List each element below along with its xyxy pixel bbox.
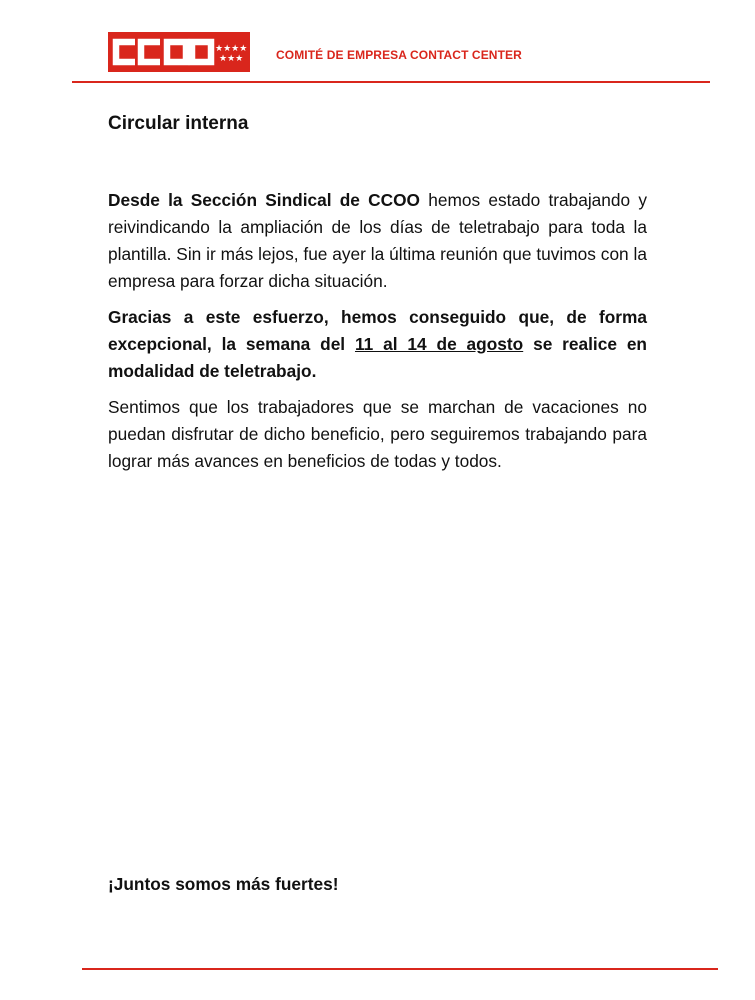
paragraph-1-rest: hemos estado trabajando y reivindicando la ampliación de los días de teletrabajo para toda la plantilla. Sin ir más lejos, fue ayer la última reunión que tuvimos con la empresa para forzar dicha situación. [108,190,647,291]
paragraph-2-dates: 11 al 14 de agosto [354,334,524,354]
paragraph-3: Sentimos que los trabajadores que se marchan de vacaciones no puedan disfrutar de dicho beneficio, pero seguiremos trabajando para lograr más avances en beneficios de todas y todos. [108,397,647,471]
document-body [108,187,647,484]
paragraph-2-before: Gracias a este esfuerzo, hemos conseguido que, de forma excepcional, la semana del [108,307,647,354]
closing-line: ¡Juntos somos más fuertes! [108,874,339,894]
document-title: Circular interna [108,113,249,134]
svg-text:★★★★: ★★★★ [215,44,248,54]
svg-text:★★★: ★★★ [219,54,244,64]
paragraph-1 [108,187,647,295]
paragraph-2 [108,304,647,385]
ccoo-logo [108,32,250,72]
footer-divider [82,968,718,970]
paragraph-2-after: se realice en modalidad de teletrabajo. [108,334,647,381]
header-divider [72,81,710,83]
organization-name: COMITÉ DE EMPRESA CONTACT CENTER [276,48,522,62]
ccoo-logo-graphic [108,32,250,72]
paragraph-1-lead: Desde la Sección Sindical de CCOO [108,190,420,210]
